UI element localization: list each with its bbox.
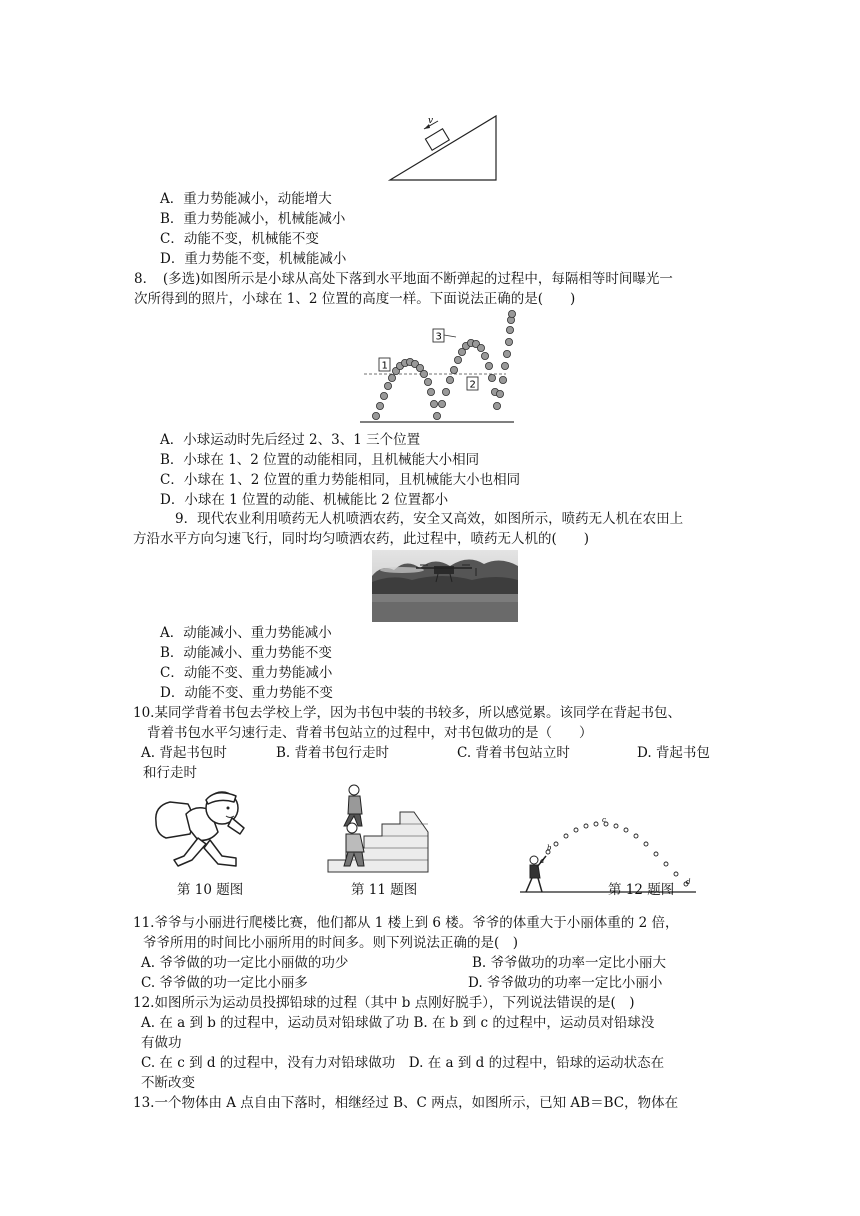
ball-image	[493, 402, 500, 409]
ball-image	[508, 310, 515, 317]
ball-image	[505, 338, 512, 345]
shot-position-image	[674, 872, 678, 876]
q11-stem-line1: 11.爷爷与小丽进行爬楼比赛，他们都从 1 楼上到 6 楼。爷爷的体重大于小丽体重的 2 倍，	[133, 915, 679, 931]
shot-position-image	[614, 824, 618, 828]
point-label-c: c	[602, 816, 606, 824]
q9-option-a: A．动能减小、重力势能减小	[160, 625, 332, 641]
q10-stem-line2: 背着书包水平匀速行走、背着书包站立的过程中，对书包做功的是（ ）	[147, 725, 593, 741]
q11-option-a: A. 爷爷做的功一定比小丽做的功少	[141, 955, 349, 971]
q10-option-c: C. 背着书包站立时	[457, 745, 570, 761]
ball-image	[442, 388, 449, 395]
point-label-b: b	[547, 844, 552, 852]
q8-option-d: D．小球在 1 位置的动能、机械能比 2 位置都小	[160, 492, 449, 508]
fig10-caption: 第 10 题图	[177, 882, 244, 898]
ball-image	[376, 402, 383, 409]
shot-position-image	[664, 862, 668, 866]
shot-position-image	[654, 852, 658, 856]
ball-image	[496, 390, 503, 397]
q8-stem-line1: 8． (多选)如图所示是小球从高处下落到水平地面不断弹起的过程中，每隔相等时间曝光一	[134, 271, 673, 287]
ball-image	[488, 374, 495, 381]
position-label-2: 2	[469, 379, 476, 391]
ball-image	[503, 350, 510, 357]
ball-image	[380, 392, 387, 399]
q11-option-b: B. 爷爷做功的功率一定比小丽大	[472, 955, 667, 971]
incline-figure	[388, 112, 500, 184]
ball-image	[433, 412, 440, 419]
ball-image	[388, 374, 395, 381]
shot-position-image	[644, 842, 648, 846]
q10-option-b: B. 背着书包行走时	[276, 745, 390, 761]
ball-image	[427, 388, 434, 395]
q11-option-d: D. 爷爷做功的功率一定比小丽小	[468, 975, 663, 991]
q12-options-ab-cont: 有做功	[141, 1035, 182, 1051]
ball-image	[485, 362, 492, 369]
q8-option-a: A．小球运动时先后经过 2、3、1 三个位置	[160, 432, 421, 448]
ball-image	[499, 376, 506, 383]
ball-image	[372, 412, 379, 419]
shot-position-image	[574, 828, 578, 832]
point-label-d: d	[686, 878, 691, 886]
q8-option-c: C．小球在 1、2 位置的重力势能相同，且机械能大小也相同	[160, 472, 521, 488]
fig12-caption: 第 12 题图	[608, 882, 675, 898]
ball-image	[438, 400, 445, 407]
drone-body	[434, 566, 454, 574]
q9-option-d: D．动能不变、重力势能不变	[160, 685, 333, 701]
q9-stem-line1: 9．现代农业利用喷药无人机喷洒农药，安全又高效，如图所示，喷药无人机在农田上	[175, 511, 684, 527]
shot-position-image	[634, 834, 638, 838]
q7-option-a: A．重力势能减小，动能增大	[160, 191, 332, 207]
shot-position-image	[624, 828, 628, 832]
ball-image	[477, 344, 484, 351]
shot-position-image	[554, 842, 558, 846]
ball-image	[454, 356, 461, 363]
q12-stem: 12.如图所示为运动员投掷铅球的过程（其中 b 点刚好脱手），下列说法错误的是( )	[133, 995, 635, 1011]
q13-stem: 13.一个物体由 A 点自由下落时，相继经过 B、C 两点，如图所示，已知 AB＝BC，物体在	[133, 1095, 679, 1111]
q8-stem-line2: 次所得到的照片，小球在 1、2 位置的高度一样。下面说法正确的是( )	[134, 291, 576, 307]
ball-image	[384, 382, 391, 389]
q8-option-b: B．小球在 1、2 位置的动能相同，且机械能大小相同	[160, 452, 480, 468]
shot-position-image	[584, 824, 588, 828]
drone-photo	[372, 550, 518, 622]
point-label-a: a	[540, 857, 545, 865]
q11-option-c: C. 爷爷做的功一定比小丽多	[141, 975, 308, 991]
q7-option-d: D．重力势能不变，机械能减小	[160, 251, 347, 267]
boy-backpack-figure	[144, 786, 254, 876]
stair-climb-figure	[324, 780, 432, 876]
ball-image	[446, 376, 453, 383]
ball-image	[450, 366, 457, 373]
q9-option-c: C．动能不变、重力势能减小	[160, 665, 333, 681]
ball-image	[481, 352, 488, 359]
q9-option-b: B．动能减小、重力势能不变	[160, 645, 332, 661]
ball-image	[424, 378, 431, 385]
q12-options-cd-cont: 不断改变	[141, 1075, 195, 1091]
velocity-label: v	[428, 116, 434, 126]
ball-image	[501, 362, 508, 369]
position-label-3: 3	[435, 331, 442, 343]
ball-image	[420, 370, 427, 377]
position-label-1: 1	[381, 360, 388, 372]
bouncing-ball-figure	[360, 308, 516, 426]
ball-image	[430, 400, 437, 407]
q9-stem-line2: 方沿水平方向匀速飞行，同时均匀喷洒农药，此过程中，喷药无人机的( )	[133, 531, 590, 547]
ball-image	[506, 326, 513, 333]
q10-option-d-cont: 和行走时	[143, 765, 197, 781]
q10-stem-line1: 10.某同学背着书包去学校上学，因为书包中装的书较多，所以感觉累。该同学在背起书包、	[133, 705, 681, 721]
q11-stem-line2: 爷爷所用的时间比小丽所用的时间多。则下列说法正确的是( )	[143, 935, 519, 951]
q7-option-b: B．重力势能减小，机械能减小	[160, 211, 346, 227]
shot-position-image	[564, 834, 568, 838]
q12-options-ab: A. 在 a 到 b 的过程中，运动员对铅球做了功 B. 在 b 到 c 的过程中，运动员对铅球没	[141, 1015, 655, 1031]
shot-position-image	[594, 822, 598, 826]
fig11-caption: 第 11 题图	[351, 882, 418, 898]
q10-option-d: D. 背起书包	[637, 745, 710, 761]
q12-options-cd: C. 在 c 到 d 的过程中，没有力对铅球做功 D. 在 a 到 d 的过程中，铅球的运动状态在	[141, 1055, 665, 1071]
q10-option-a: A. 背起书包时	[141, 745, 227, 761]
q7-option-c: C．动能不变，机械能不变	[160, 231, 319, 247]
